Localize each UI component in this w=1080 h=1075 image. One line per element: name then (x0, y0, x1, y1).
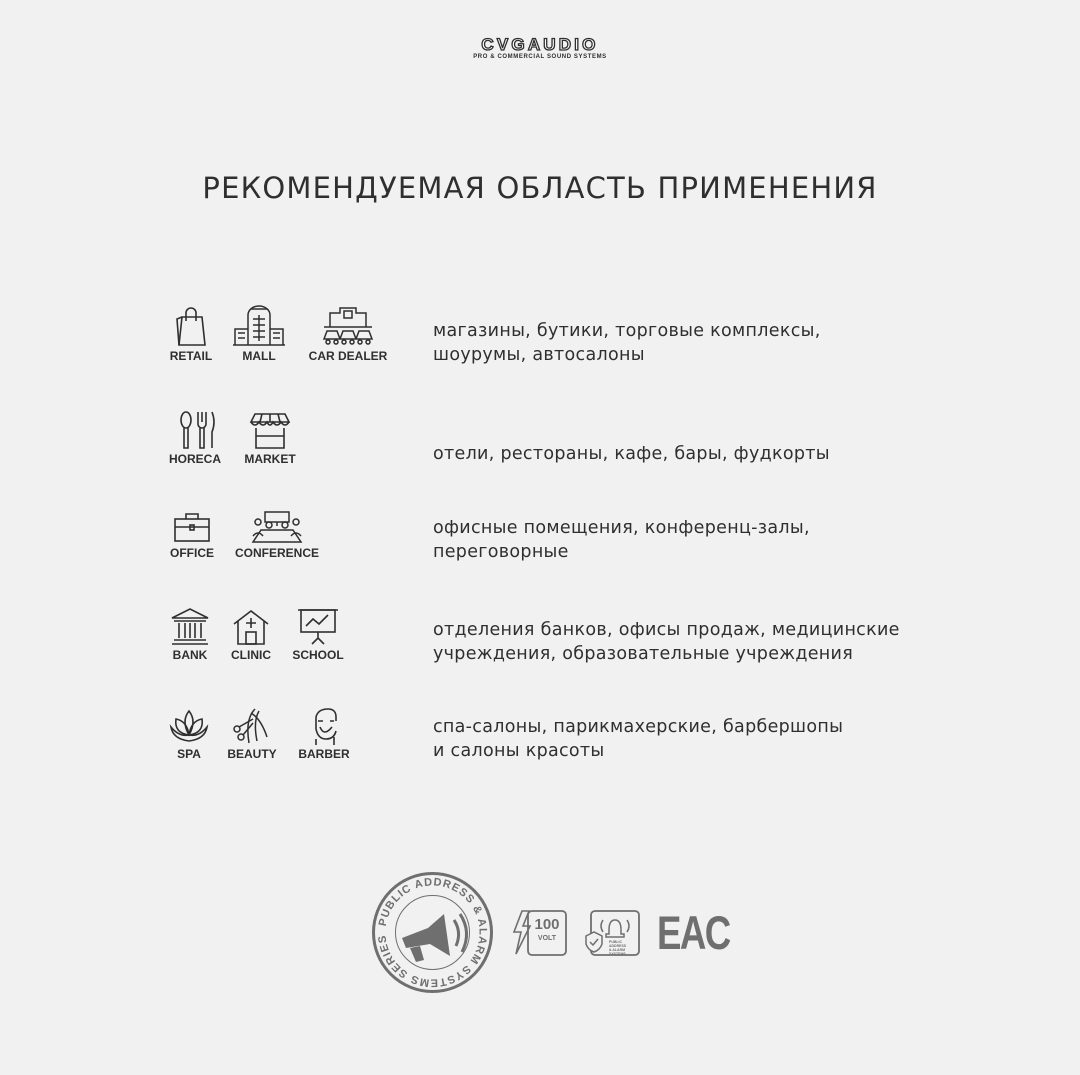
office-label: OFFICE (170, 546, 214, 560)
car-dealer-label: CAR DEALER (308, 349, 388, 363)
description-line: офисные помещения, конференц-залы, (433, 518, 810, 538)
description-line: шоурумы, автосалоны (433, 345, 645, 365)
description-line: учреждения, образовательные учреждения (433, 644, 854, 664)
horeca-item (164, 410, 226, 466)
logo-tagline: PRO & COMMERCIAL SOUND SYSTEMS (473, 54, 607, 60)
retail-label: RETAIL (169, 349, 213, 363)
car-dealer-item (305, 305, 391, 363)
market-label: MARKET (244, 452, 296, 466)
car-dealer-icon (320, 305, 376, 347)
mall-label: MALL (242, 349, 276, 363)
logo-wordmark: CVGAUDIO (481, 35, 599, 54)
bank-label: BANK (172, 648, 208, 662)
application-description (433, 516, 993, 564)
school-item (288, 606, 348, 662)
application-description (433, 442, 993, 466)
description-line: спа-салоны, парикмахерские, барбершопы (433, 717, 844, 737)
spa-label: SPA (177, 747, 201, 761)
application-description (433, 715, 993, 763)
school-label: SCHOOL (292, 648, 344, 662)
certification-badges (370, 870, 730, 995)
conference-table-icon (251, 510, 303, 544)
conference-item (231, 510, 323, 560)
alarm-badge-line: & ALARM SYSTEMS (609, 948, 626, 956)
description-line: переговорные (433, 542, 569, 562)
office-item (164, 510, 220, 560)
barber-head-icon (304, 707, 344, 745)
barber-label: BARBER (298, 747, 350, 761)
seal-text: PUBLIC ADDRESS & ALARM SYSTEMS SERIES (376, 876, 489, 989)
hair-scissors-icon (231, 707, 273, 745)
volt-unit: VOLT (537, 935, 557, 942)
page-title: РЕКОМЕНДУЕМАЯ ОБЛАСТЬ ПРИМЕНЕНИЯ (202, 171, 878, 205)
market-item (239, 410, 301, 466)
school-board-icon (296, 606, 340, 646)
bank-item (164, 606, 216, 662)
100-volt-badge (510, 908, 570, 962)
briefcase-icon (172, 510, 212, 544)
retail-item (162, 305, 220, 363)
shopping-bag-icon (168, 305, 214, 347)
mall-building-icon (231, 305, 287, 347)
spa-item (164, 707, 214, 761)
alarm-system-badge (583, 908, 643, 962)
eac-mark: EAC (657, 906, 730, 959)
horeca-label: HORECA (168, 452, 221, 466)
public-address-seal-icon (370, 870, 495, 995)
mall-item (228, 305, 290, 363)
clinic-item (226, 606, 276, 662)
conference-label: CONFERENCE (234, 546, 319, 560)
description-line: и салоны красоты (433, 741, 605, 761)
market-stall-icon (247, 410, 293, 450)
description-line: отели, рестораны, кафе, бары, фудкорты (433, 444, 830, 464)
clinic-label: CLINIC (231, 648, 271, 662)
alarm-badge-text (609, 940, 639, 956)
alarm-badge-line: PUBLIC ADDRESS (609, 940, 627, 948)
lotus-icon (168, 707, 210, 745)
description-line: отделения банков, офисы продаж, медицинские (433, 620, 900, 640)
beauty-item (225, 707, 279, 761)
description-line: магазины, бутики, торговые комплексы, (433, 321, 821, 341)
barber-item (294, 707, 354, 761)
clinic-icon (231, 606, 271, 646)
application-description (433, 319, 993, 367)
beauty-label: BEAUTY (227, 747, 277, 761)
megaphone-icon (402, 914, 467, 962)
bank-building-icon (169, 606, 211, 646)
application-description (433, 618, 993, 666)
brand-logo (450, 36, 630, 62)
cutlery-icon (172, 410, 218, 450)
volt-number: 100 (534, 916, 560, 933)
